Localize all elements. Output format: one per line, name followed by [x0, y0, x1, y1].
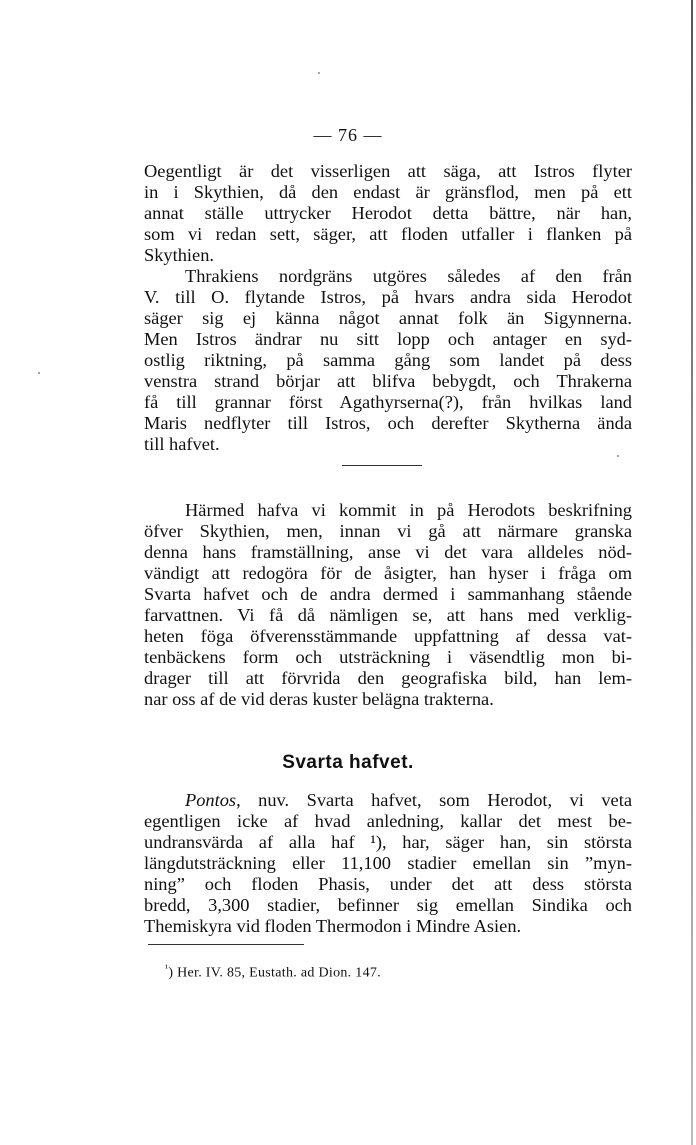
- dust-speck: [38, 372, 40, 374]
- text-line: som vi redan sett, säger, att floden utfaller i flanken på: [144, 224, 632, 244]
- dust-speck: [617, 455, 619, 457]
- text-line: venstra strand börjar att blifva bebygdt, och Thrakerna: [144, 371, 632, 391]
- section-heading: Svarta hafvet.: [282, 752, 414, 773]
- text-line: Thrakiens nordgräns utgöres således af den från: [185, 266, 632, 286]
- text-line: denna hans framställning, anse vi det vara alldeles nöd-: [144, 542, 632, 562]
- text-span: , nuv. Svarta hafvet, som Herodot, vi veta: [236, 790, 632, 810]
- text-line: farvattnen. Vi få då nämligen se, att hans med verklig-: [144, 605, 632, 625]
- text-line: bredd, 3,300 stadier, befinner sig emellan Sindika och: [144, 895, 632, 915]
- text-line: ostlig riktning, på samma gång som landet på dess: [144, 350, 632, 370]
- text-line: vändigt att redogöra för de åsigter, han hyser i fråga om: [144, 563, 632, 583]
- text-line: undransvärda af alla haf ¹), har, säger han, sin största: [144, 832, 632, 852]
- text-line: egentligen icke af hvad anledning, kallar det mest be-: [144, 811, 632, 831]
- footnote-rule: [148, 944, 304, 945]
- text-line: annat ställe uttrycker Herodot detta bättre, när han,: [144, 203, 632, 223]
- page-edge: [691, 0, 693, 1145]
- text-line: Maris nedflyter till Istros, och derefter Skytherna ända: [144, 413, 632, 433]
- page-number: — 76 —: [313, 125, 383, 145]
- footnote-marker: ¹: [165, 963, 169, 974]
- section-divider: [342, 465, 422, 466]
- text-line: säger sig ej känna något annat folk än Sigynnerna.: [144, 308, 632, 328]
- text-line: till hafvet.: [144, 434, 220, 454]
- text-line: nar oss af de vid deras kuster belägna trakterna.: [144, 689, 494, 709]
- text-line: tenbäckens form och utsträckning i väsendtlig mon bi-: [144, 647, 632, 667]
- text-line: Men Istros ändrar nu sitt lopp och antager en syd-: [144, 329, 632, 349]
- text-line: Oegentligt är det visserligen att säga, att Istros flyter: [144, 161, 632, 181]
- text-line: Härmed hafva vi kommit in på Herodots beskrifning: [185, 500, 632, 520]
- text-line: heten föga öfverensstämmande uppfattning af dessa vat-: [144, 626, 632, 646]
- text-line: få till grannar först Agathyrserna(?), från hvilkas land: [144, 392, 632, 412]
- italic-term: Pontos: [185, 790, 237, 810]
- footnote: [165, 960, 381, 983]
- text-line: Themiskyra vid floden Thermodon i Mindre Asien.: [144, 916, 522, 936]
- footnote-text: ) Her. IV. 85, Eustath. ad Dion. 147.: [168, 965, 381, 981]
- text-line: öfver Skythien, men, innan vi gå att närmare granska: [144, 521, 632, 541]
- text-line: ning” och floden Phasis, under det att dess största: [144, 874, 632, 894]
- text-line: V. till O. flytande Istros, på hvars andra sida Herodot: [144, 287, 632, 307]
- text-line: Skythien.: [144, 245, 214, 265]
- text-line: in i Skythien, då den endast är gränsflod, men på ett: [144, 182, 632, 202]
- text-line: längdutsträckning eller 11,100 stadier emellan sin ”myn-: [144, 853, 632, 873]
- text-line: drager till att förvrida den geografiska bild, han lem-: [144, 668, 632, 688]
- text-line: [185, 790, 632, 810]
- text-line: Svarta hafvet och de andra dermed i sammanhang stående: [144, 584, 632, 604]
- dust-speck: [318, 72, 320, 74]
